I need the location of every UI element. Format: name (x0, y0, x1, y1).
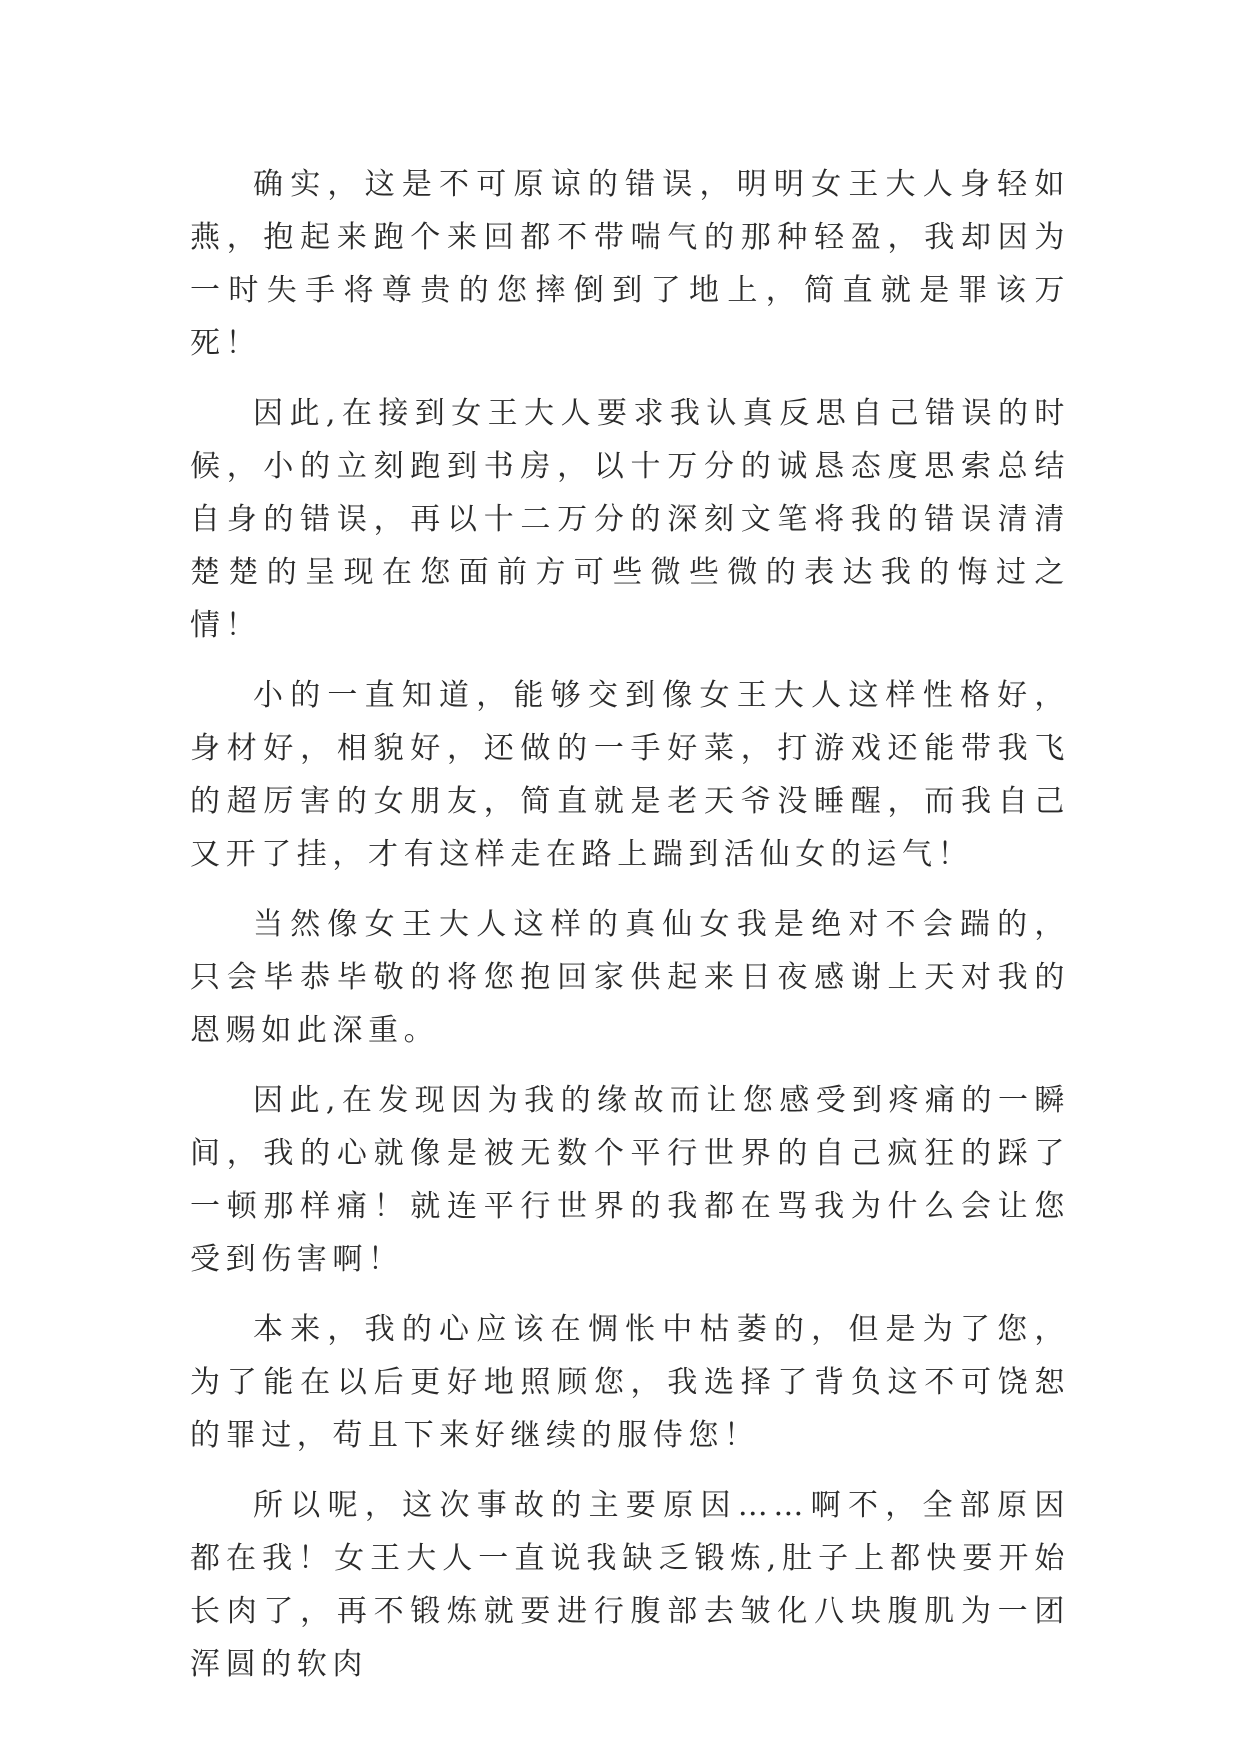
document-body (190, 158, 1070, 1708)
paragraph-7: 所以呢，这次事故的主要原因……啊不，全部原因都在我！女王大人一直说我缺乏锻炼,肚子上都快要开始长肉了，再不锻炼就要进行腹部去皱化八块腹肌为一团浑圆的软肉 (190, 1488, 1070, 1682)
paragraph-2: 因此,在接到女王大人要求我认真反思自己错误的时候，小的立刻跑到书房，以十万分的诚恳态度思索总结自身的错误，再以十二万分的深刻文笔将我的错误清清楚楚的呈现在您面前方可些微些微的表达我的悔过之情！ (190, 396, 1070, 643)
paragraph-1: 确实，这是不可原谅的错误，明明女王大人身轻如燕，抱起来跑个来回都不带喘气的那种轻盈，我却因为一时失手将尊贵的您摔倒到了地上，简直就是罪该万死！ (190, 167, 1070, 361)
paragraph-5: 因此,在发现因为我的缘故而让您感受到疼痛的一瞬间，我的心就像是被无数个平行世界的自己疯狂的踩了一顿那样痛！就连平行世界的我都在骂我为什么会让您受到伤害啊！ (190, 1083, 1070, 1277)
paragraph-3: 小的一直知道，能够交到像女王大人这样性格好，身材好，相貌好，还做的一手好菜，打游戏还能带我飞的超厉害的女朋友，简直就是老天爷没睡醒，而我自己又开了挂，才有这样走在路上踹到活仙女的运气！ (190, 678, 1070, 872)
paragraph-6: 本来，我的心应该在惆怅中枯萎的，但是为了您，为了能在以后更好地照顾您，我选择了背负这不可饶恕的罪过，苟且下来好继续的服侍您！ (190, 1312, 1070, 1453)
paragraph-4: 当然像女王大人这样的真仙女我是绝对不会踹的，只会毕恭毕敬的将您抱回家供起来日夜感谢上天对我的恩赐如此深重。 (190, 907, 1070, 1048)
